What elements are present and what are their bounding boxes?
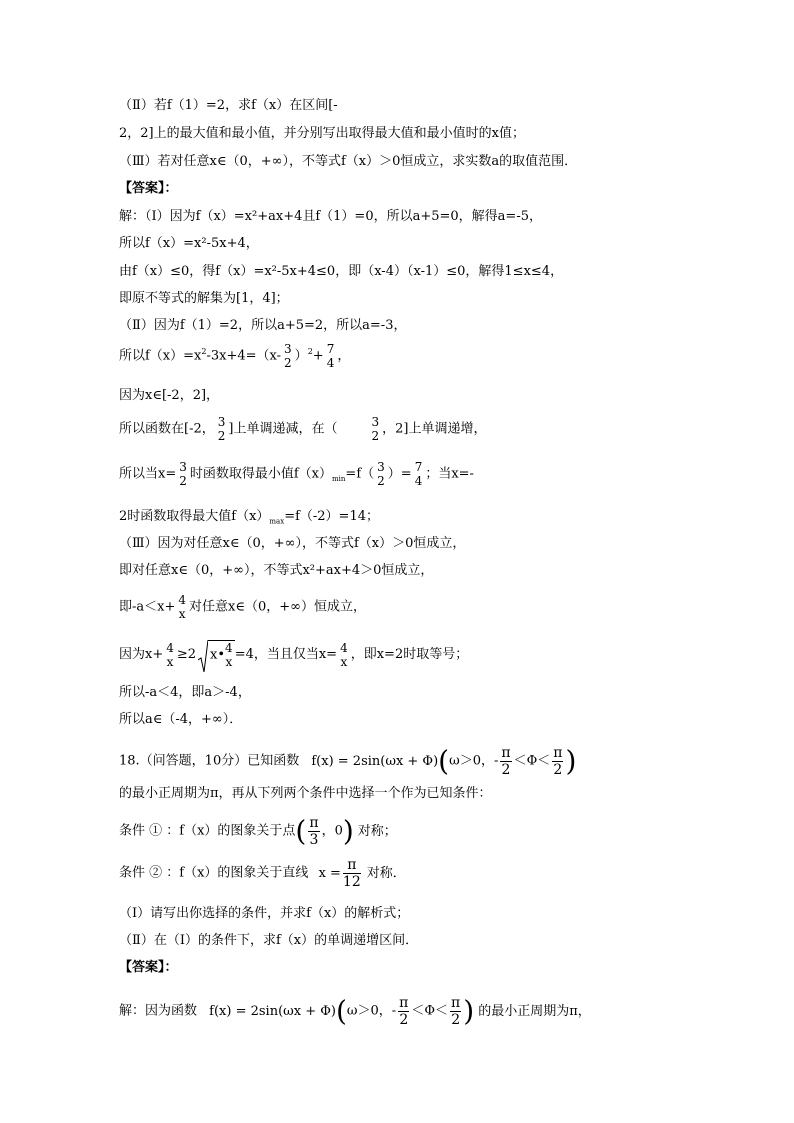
condition-2-line: 条件 ② ：f（x）的图象关于直线 x = $\frac{\pi}{12}$ 对称． xyxy=(119,857,406,890)
fraction: 3 2 xyxy=(371,415,380,443)
text-line: （Ⅲ）因为对任意x∈（0，+∞），不等式f（x）＞0恒成立， xyxy=(119,536,466,551)
text-line: 即原不等式的解集为[1，4]； xyxy=(119,291,289,306)
text-line: 由f（x）≤0，得f（x）=x²-5x+4≤0，即（x-4）（x-1）≤0，解得1≤x≤4， xyxy=(119,264,564,279)
formula-line: 因为x+ 4 x ≥2 x• 4 x =4，当且仅当x= 4 x ，即x=2时取等号； xyxy=(119,640,468,669)
formula-line: 所以$f(x)=x^2-3x+4=(x-$ 3 2 ）$^2$+ 7 4 ， xyxy=(119,342,351,370)
condition-1-line: 条件 ① ：f（x）的图象关于点( $\frac{\pi}{3}$ ，0) 对称； xyxy=(119,814,397,848)
fraction: $\frac{\pi}{2}$ xyxy=(451,995,461,1028)
text-line: （Ⅱ）在（Ⅰ）的条件下，求f（x）的单调递增区间． xyxy=(119,933,419,948)
fraction: 3 2 xyxy=(284,342,292,370)
text-line: 的最小正周期为π，再从下列两个条件中选择一个作为已知条件： xyxy=(119,786,492,801)
text-line: （Ⅱ）若f（1）=2，求f（x）在区间[- xyxy=(119,98,338,113)
text-line: 所以f（x）=x²-5x+4， xyxy=(119,236,259,251)
answer-heading: 【答案】： xyxy=(119,960,178,975)
formula-line: 所以当x= 3 2 时函数取得最小值$f(x)_{min}=f$（ 3 2 ）= 7 4 ；当x=- xyxy=(119,460,474,488)
fraction: 4 x xyxy=(166,640,174,669)
fraction: 3 2 xyxy=(217,415,226,443)
fraction: 4 x xyxy=(340,640,348,669)
radical-icon xyxy=(198,640,208,672)
answer-heading: 【答案】： xyxy=(119,181,178,196)
text-line: 解：（Ⅰ）因为f（x）=x²+ax+4且f（1）=0，所以a+5=0，解得a=-5， xyxy=(119,209,542,224)
fraction: $\frac{\pi}{2}$ xyxy=(399,995,409,1028)
fraction: 4 x xyxy=(178,593,187,621)
fraction: $\frac{\pi}{3}$ xyxy=(309,815,319,848)
text-line: 因为x∈[-2，2]， xyxy=(119,388,220,403)
text-line: 2时函数取得最大值$f(x)_{max}=f(-2)=14$； xyxy=(119,509,379,526)
text-line: （Ⅰ）请写出你选择的条件，并求f（x）的解析式； xyxy=(119,906,410,921)
text-line: 2，2]上的最大值和最小值，并分别写出取得最大值和最小值时的x值； xyxy=(119,126,525,141)
text-line: 所以-a＜4，即a＞-4， xyxy=(119,685,251,700)
text-line: 所以a∈（-4，+∞）． xyxy=(119,712,243,727)
fraction: 7 4 xyxy=(326,342,335,370)
question-18-line: 18.（问答题，10分）已知函数 f(x) = 2sin(ωx + Φ)(ω＞0，- $\frac{\pi}{2}$ ＜Φ＜ $\frac{\pi}{2}$ ) xyxy=(119,744,577,778)
sqrt-symbol: x• 4 x xyxy=(198,640,235,669)
fraction: $\frac{\pi}{2}$ xyxy=(553,745,563,778)
fraction: $\frac{\pi}{12}$ xyxy=(342,857,361,890)
formula-line: 解：因为函数 f(x) = 2sin(ωx + Φ)(ω＞0，- $\frac{\pi}{2}$ ＜Φ＜ $\frac{\pi}{2}$ ) 的最小正周期为π， xyxy=(119,994,591,1028)
fraction: 3 2 xyxy=(377,460,385,488)
fraction: $\frac{\pi}{2}$ xyxy=(501,745,511,778)
formula-line: 所以函数在[-2， 3 2 ]上单调递减，在（ 3 2 ，2]上单调递增， xyxy=(119,415,487,443)
text-line: （Ⅱ）因为f（1）=2，所以a+5=2，所以a=-3， xyxy=(119,318,407,333)
text-line: 即对任意x∈（0，+∞），不等式x²+ax+4＞0恒成立， xyxy=(119,563,434,578)
fraction: 7 4 xyxy=(414,460,423,488)
formula-line: 即-a＜x+ 4 x 对任意x∈（0，+∞）恒成立， xyxy=(119,593,366,621)
text-line: （Ⅲ）若对任意x∈（0，+∞），不等式f（x）＞0恒成立，求实数a的取值范围． xyxy=(119,154,578,169)
fraction: 3 2 xyxy=(179,460,187,488)
